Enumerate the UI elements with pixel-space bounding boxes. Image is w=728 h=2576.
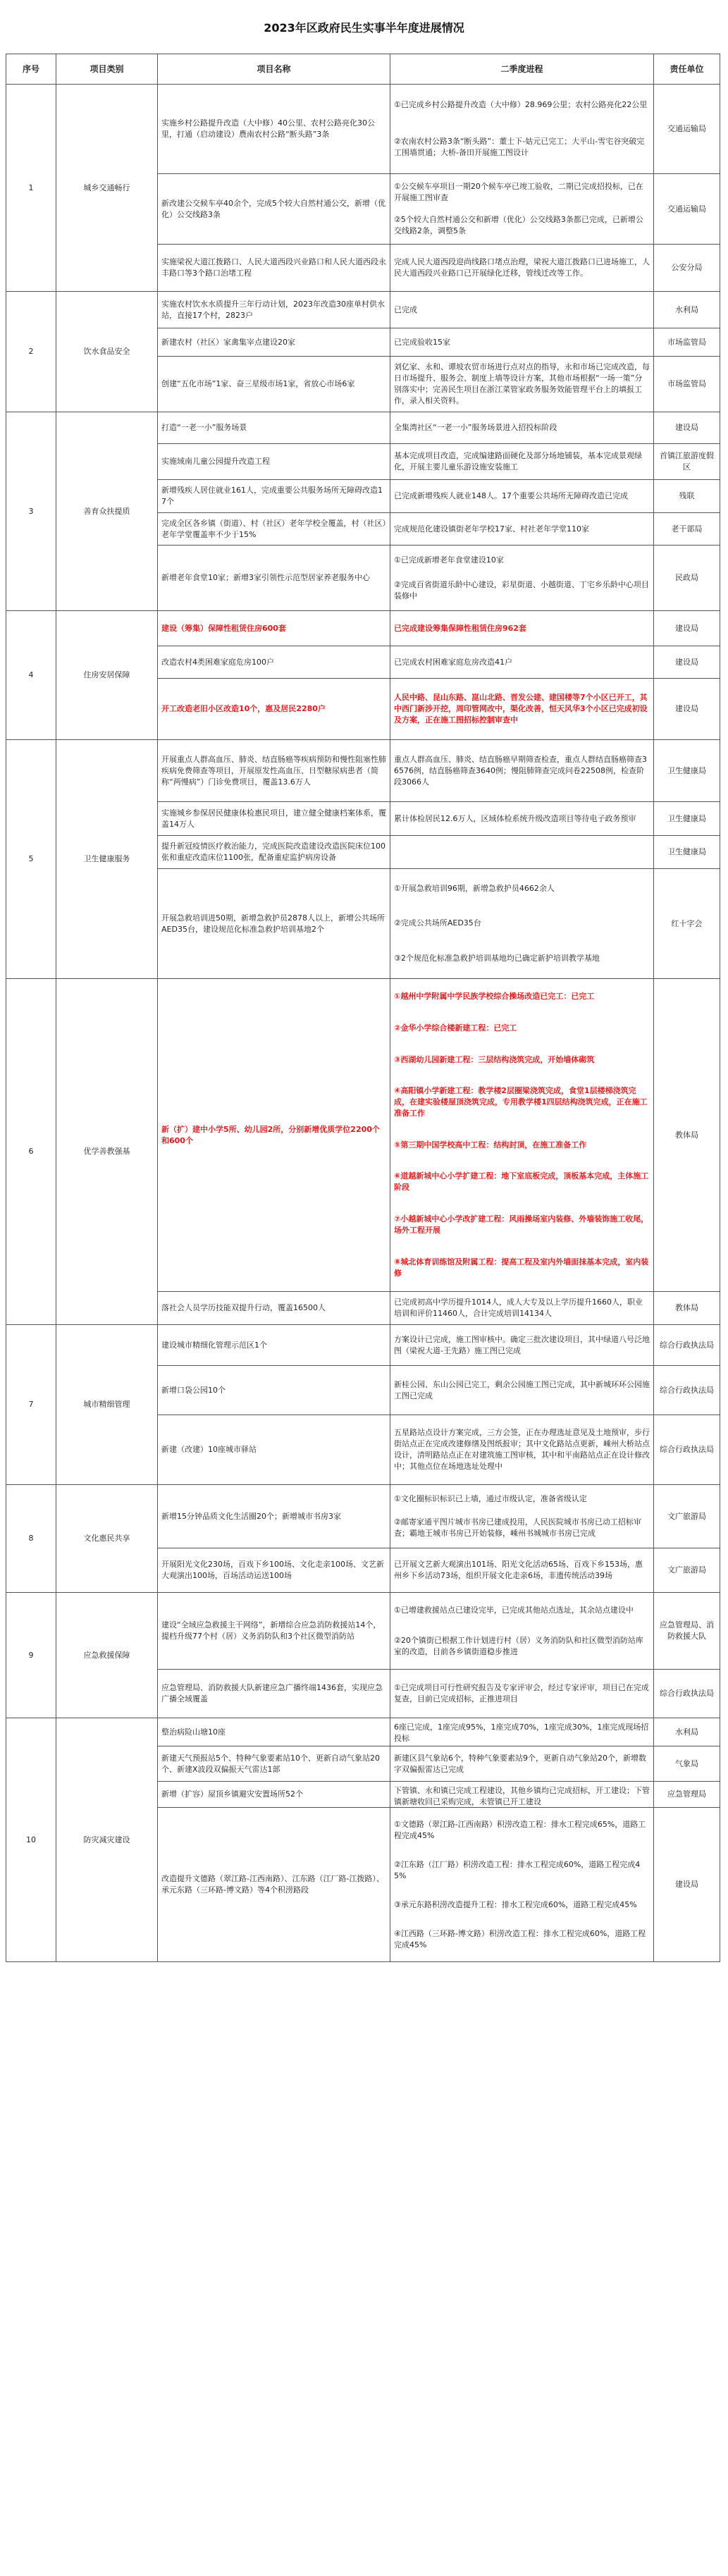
quarter-progress bbox=[390, 444, 654, 480]
quarter-progress bbox=[390, 292, 654, 328]
project-name-text: 落社会人员学历技能双提升行动，覆盖16500人 bbox=[161, 1303, 326, 1312]
project-name bbox=[158, 1746, 390, 1782]
progress-line: ①公交候车亭项目一期20个候车亭已竣工验收，二期已完成招投标，已在开展施工图审查 bbox=[394, 182, 643, 203]
quarter-progress bbox=[390, 1808, 654, 1962]
project-name bbox=[158, 513, 390, 546]
category-name: 应急救援保障 bbox=[56, 1593, 158, 1718]
project-name bbox=[158, 679, 390, 740]
progress-line: ①已完成项目可行性研究报告及专家评审会，经过专家评审，项目已在完成复查，目前已完成招标，正推进项目 bbox=[394, 1683, 649, 1703]
project-name bbox=[158, 1548, 390, 1593]
row-number: 6 bbox=[6, 979, 56, 1325]
quarter-progress bbox=[390, 1292, 654, 1325]
progress-line: ②邮寄家通平图片城市书房已建成投用，人民医院城市书房已动工招标审查；霸地王城市书房已开始装修，嵊州书城城市书房已完成 bbox=[394, 1517, 641, 1539]
responsible-unit: 卫生健康局 bbox=[654, 836, 720, 869]
row-number: 10 bbox=[6, 1718, 56, 1962]
responsible-unit: 文广旅游局 bbox=[654, 1485, 720, 1548]
responsible-unit: 综合行政执法局 bbox=[654, 1325, 720, 1366]
progress-line: 已完成验收15家 bbox=[394, 337, 450, 347]
project-name-text: 改造提升文德路（翠江路-江西南路）、江东路（江厂路-江拨路）、承元东路（三环路-博文路）等4个积涝路段 bbox=[161, 1874, 384, 1894]
row-number: 3 bbox=[6, 412, 56, 611]
quarter-progress bbox=[390, 836, 654, 869]
quarter-progress bbox=[390, 802, 654, 836]
project-name-text: 提升新冠疫情医疗救治能力，完成医院改造建设改造医院床位100张和重症改造床位1100张，配备重症监护病房设备 bbox=[161, 842, 385, 862]
project-name-text: 新改建公交候车亭40余个，完成5个较大自然村通公交，新增（优化）公交线路3条 bbox=[161, 198, 385, 219]
project-name bbox=[158, 85, 390, 174]
progress-line: ②金华小学综合楼新建工程：已完工 bbox=[394, 1023, 517, 1033]
quarter-progress bbox=[390, 646, 654, 679]
project-name bbox=[158, 480, 390, 513]
progress-line: 累计体检居民12.6万人，区域体检系统升级改造项目等待电子政务预审 bbox=[394, 813, 636, 823]
progress-line: ①开展急救培训96期，新增急救护员4662余人 bbox=[394, 883, 555, 893]
responsible-unit: 综合行政执法局 bbox=[654, 1670, 720, 1718]
progress-line: ①文化圈标识标识已上墙，通过市级认定，准备省级认定 bbox=[394, 1493, 587, 1503]
category-name: 住房安居保障 bbox=[56, 611, 158, 740]
progress-line: ①已完成乡村公路提升改造（大中修）28.969公里；农村公路亮化22公里 bbox=[394, 100, 648, 109]
progress-line: 6座已完成，1座完成95%，1座完成70%，1座完成30%，1座完成现场招投标 bbox=[394, 1723, 649, 1743]
progress-line: 人民中路、昆山东路、崑山北路、晋发公建、建国楼等7个小区已开工，其中西门新涉开挖，周印管网改中，渠化改善，恒天风华3个小区已完成初设及方案，正在施工图招标控制审查中 bbox=[394, 693, 648, 725]
progress-line: 完成规范化建设镇街老年学校17家、村社老年学堂110家 bbox=[394, 524, 589, 534]
quarter-progress bbox=[390, 1366, 654, 1415]
project-name bbox=[158, 740, 390, 802]
project-name bbox=[158, 245, 390, 292]
progress-line: 完成人民大道西段迎尚线路口堵点治理，梁祝大道江拨路口已进场施工，人民大道西段兴业路口已开展绿化迁移，管线迁改等工作。 bbox=[394, 257, 650, 278]
responsible-unit: 教体局 bbox=[654, 979, 720, 1292]
project-name-text: 整治病险山塘10座 bbox=[161, 1727, 226, 1737]
project-name-text: 实施梁祝大道江拨路口、人民大道西段兴业路口和人民大道西段永丰路口等3个路口治堵工程 bbox=[161, 257, 386, 278]
progress-line: 新桂公园、东山公园已完工，剩余公园施工图已完成，其中新城环环公园施工图已完成 bbox=[394, 1379, 650, 1400]
progress-line: 新建区县气象站6个，特种气象要素站9个，更新自动气象站20个，新增数字双偏振雷达已完成 bbox=[394, 1753, 646, 1774]
project-name-text: 打造“一老一小”服务场景 bbox=[161, 423, 247, 432]
responsible-unit: 综合行政执法局 bbox=[654, 1415, 720, 1485]
project-name-text: 建设城市精细化管理示范区1个 bbox=[161, 1340, 267, 1350]
header-cell: 序号 bbox=[6, 54, 56, 85]
project-name-text: 建设（筹集）保障性租赁住房600套 bbox=[161, 623, 286, 633]
progress-line: ②完成公共场所AED35台 bbox=[394, 918, 481, 928]
project-name-text: 实施农村饮水水质提升三年行动计划，2023年改造30座单村供水站，直接17个村，2823户 bbox=[161, 299, 385, 320]
project-name bbox=[158, 802, 390, 836]
project-name bbox=[158, 1292, 390, 1325]
quarter-progress bbox=[390, 85, 654, 174]
progress-line: ⑤第三期中国学校高中工程：结构封顶，在施工准备工作 bbox=[394, 1140, 587, 1150]
quarter-progress bbox=[390, 174, 654, 245]
responsible-unit: 文广旅游局 bbox=[654, 1548, 720, 1593]
header-cell: 二季度进程 bbox=[390, 54, 654, 85]
project-name-text: 新增（扩容）屋顶乡镇避灾安置场所52个 bbox=[161, 1789, 303, 1799]
responsible-unit: 应急管理局 bbox=[654, 1782, 720, 1808]
quarter-progress bbox=[390, 1548, 654, 1593]
responsible-unit: 红十字会 bbox=[654, 869, 720, 979]
progress-line: 五星路站点设计方案完成，三方会签，正在办理选址意见及土地预审，步行街站点正在完成改建修缮及图纸报审；其中文化路站点更新，嵊州大桥站点设计，清明路站点正在对建筑施工图审核，其中和平南路站点正在设计修改中；其他点位在场地选址处理中 bbox=[394, 1428, 650, 1471]
progress-line: 已完成农村困难家庭危房改造41户 bbox=[394, 657, 512, 667]
responsible-unit: 建设局 bbox=[654, 646, 720, 679]
project-name bbox=[158, 546, 390, 611]
responsible-unit: 交通运输局 bbox=[654, 174, 720, 245]
responsible-unit: 市场监管局 bbox=[654, 357, 720, 412]
row-number: 9 bbox=[6, 1593, 56, 1718]
progress-line: ⑦小越新城中心小学改扩建工程：风雨操场室内装修、外墙装饰施工收尾，场外工程开展 bbox=[394, 1214, 649, 1235]
progress-line: ①已完成新增老年食堂建设10家 bbox=[394, 555, 504, 565]
project-name bbox=[158, 174, 390, 245]
project-name-text: 创建“五化市场”1家、奋三星级市场1家，省放心市场6家 bbox=[161, 379, 355, 388]
project-name-text: 新增老年食堂10家；新增3家引领性示范型居家养老服务中心 bbox=[161, 573, 370, 582]
quarter-progress bbox=[390, 1746, 654, 1782]
category-name: 城乡交通畅行 bbox=[56, 85, 158, 292]
progress-line: ⑧城北体育训练馆及附属工程：提高工程及室内外墙面抹基本完成，室内装修 bbox=[394, 1257, 649, 1278]
progress-line: 已完成 bbox=[394, 304, 417, 314]
responsible-unit: 建设局 bbox=[654, 1808, 720, 1962]
row-number: 1 bbox=[6, 85, 56, 292]
quarter-progress bbox=[390, 245, 654, 292]
quarter-progress bbox=[390, 1415, 654, 1485]
responsible-unit: 综合行政执法局 bbox=[654, 1366, 720, 1415]
progress-line: ②5个较大自然村通公交和新增（优化）公交线路3条都已完成，已新增公交线路2条，调整5条 bbox=[394, 214, 643, 235]
category-name: 城市精细管理 bbox=[56, 1325, 158, 1485]
category-name: 优学善教强基 bbox=[56, 979, 158, 1325]
project-name-text: 建设“全域应急救援主干网络”，新增综合应急消防救援站14个，提档升级77个村（居）义务消防队和3个社区微型消防站 bbox=[161, 1620, 381, 1641]
responsible-unit: 气象局 bbox=[654, 1746, 720, 1782]
responsible-unit: 建设局 bbox=[654, 679, 720, 740]
project-name bbox=[158, 1808, 390, 1962]
project-name bbox=[158, 1325, 390, 1366]
project-name-text: 完成全区各乡镇（街道）、村（社区）老年学校全覆盖，村（社区）老年学堂覆盖率不少于15% bbox=[161, 518, 386, 539]
quarter-progress bbox=[390, 740, 654, 802]
quarter-progress bbox=[390, 1325, 654, 1366]
project-name bbox=[158, 1782, 390, 1808]
project-name bbox=[158, 357, 390, 412]
quarter-progress bbox=[390, 1782, 654, 1808]
project-name bbox=[158, 611, 390, 646]
project-name-text: 新建（改建）10座城市驿站 bbox=[161, 1445, 257, 1454]
progress-line: ③2个规范化标准急救护培训基地均已确定新护培训教学基地 bbox=[394, 954, 600, 963]
project-name bbox=[158, 646, 390, 679]
progress-line: ④江西路（三环路-博文路）积涝改造工程：排水工程完成60%，道路工程完成45% bbox=[394, 1928, 646, 1949]
project-name-text: 开工改造老旧小区改造10个，惠及居民2280户 bbox=[161, 704, 326, 713]
responsible-unit: 应急管理局、消防救援大队 bbox=[654, 1593, 720, 1670]
quarter-progress bbox=[390, 513, 654, 546]
project-name-text: 改造农村4类困难家庭危房100户 bbox=[161, 657, 274, 667]
progress-table bbox=[6, 54, 720, 2566]
project-name bbox=[158, 328, 390, 357]
project-name-text: 实施乡村公路提升改造（大中修）40公里、农村公路亮化30公里，打通（启动建设）農南农村公路“断头路”3条 bbox=[161, 118, 375, 139]
project-name bbox=[158, 1485, 390, 1548]
progress-line: ③西湖幼儿园新建工程：三层结构浇筑完成，开始墙体砌筑 bbox=[394, 1054, 595, 1064]
project-name-text: 新增口袋公园10个 bbox=[161, 1385, 226, 1395]
progress-line: 已完成新增残疾人就业148人。17个重要公共场所无障碍改造已完成 bbox=[394, 491, 628, 500]
progress-line: ②江东路（江厂路）积涝改造工程：排水工程完成60%，道路工程完成45% bbox=[394, 1859, 641, 1880]
project-name-text: 新（扩）建中小学5所、幼儿园2所，分别新增优质学位2200个和600个 bbox=[161, 1124, 380, 1145]
progress-line: ⑥道越新城中心小学扩建工程：地下室底板完成，顶板基本完成，主体施工阶段 bbox=[394, 1171, 649, 1193]
project-name bbox=[158, 1718, 390, 1746]
header-cell: 责任单位 bbox=[654, 54, 720, 85]
progress-line: ②20个镇街已根据工作计划进行村（居）义务消防队和社区微型消防站库室的改造，目前各乡镇街道稳步推进 bbox=[394, 1635, 643, 1656]
responsible-unit: 建设局 bbox=[654, 412, 720, 444]
project-name-text: 新增残疾人居住就业161人，完成重要公共服务场所无障碍改造17个 bbox=[161, 486, 383, 506]
progress-line: 刘亿家、永和、谭坡农贸市场进行点对点的指导，永和市场已完成改造，每日市场提升、服务会、制度上墙等设计方案，其他市场根据“一场一策”分别落实中；完善民生项目在浙江菜管家政务服务效能管理平台上的填报工作，录入相关资料。 bbox=[394, 362, 650, 405]
category-name: 卫生健康服务 bbox=[56, 740, 158, 979]
project-name bbox=[158, 836, 390, 869]
responsible-unit: 水利局 bbox=[654, 1718, 720, 1746]
row-number: 7 bbox=[6, 1325, 56, 1485]
document-title: 2023年区政府民生实事半年度进展情况 bbox=[264, 20, 464, 35]
progress-line: 已开展文艺新大观演出101场、阳光文化活动65场、百戏下乡153场，惠州乡下乡活动73场，组织开展文化走亲6场，非遗传统活动39场 bbox=[394, 1560, 643, 1580]
project-name-text: 开展重点人群高血压、肺炎、结直肠癌等疾病预防和慢性阻塞性肺疾病免费筛查等项目，开展原发性高血压、日型糖尿病患者（简称“两慢病”）门诊免费项目，覆盖13.6万人 bbox=[161, 754, 386, 787]
row-number: 4 bbox=[6, 611, 56, 740]
quarter-progress bbox=[390, 546, 654, 611]
quarter-progress bbox=[390, 1485, 654, 1548]
progress-line: ④高阳镇小学新建工程：教学楼2层圈梁浇筑完成，食堂1层楼梯浇筑完成，在建实验楼屋顶浇筑完成，专用教学楼1四层结构浇筑完成，正在施工准备工作 bbox=[394, 1086, 648, 1118]
responsible-unit: 公安分局 bbox=[654, 245, 720, 292]
progress-line: 全集湾社区“一老一小”服务场景进入招投标阶段 bbox=[394, 423, 557, 432]
project-name bbox=[158, 869, 390, 979]
header-cell: 项目名称 bbox=[158, 54, 390, 85]
row-number: 2 bbox=[6, 292, 56, 412]
progress-line: 方案设计已完成，施工图审核中。确定三批次建设项目，其中绿道八号泛地图（梁祝大道-王先路）施工图已完成 bbox=[394, 1334, 650, 1355]
quarter-progress bbox=[390, 480, 654, 513]
row-number: 5 bbox=[6, 740, 56, 979]
project-name-text: 开展阳光文化230场，百戏下乡100场、文化走亲100场、文艺新大观演出100场，百场活动运送100场 bbox=[161, 1560, 384, 1580]
project-name-text: 新增15分钟品质文化生活圈20个；新增城市书房3家 bbox=[161, 1511, 341, 1521]
quarter-progress bbox=[390, 1670, 654, 1718]
project-name bbox=[158, 444, 390, 480]
quarter-progress bbox=[390, 328, 654, 357]
project-name bbox=[158, 1670, 390, 1718]
responsible-unit: 民政局 bbox=[654, 546, 720, 611]
progress-line: ②完成百省街道乐龄中心建设，彩星街道、小越街道、丁宅乡乐龄中心项目装修中 bbox=[394, 579, 649, 600]
progress-line: ③承元东路积涝改造提升工程：排水工程完成60%，道路工程完成45% bbox=[394, 1899, 637, 1909]
quarter-progress bbox=[390, 869, 654, 979]
category-name: 饮水食品安全 bbox=[56, 292, 158, 412]
header-cell: 项目类别 bbox=[56, 54, 158, 85]
responsible-unit: 首镇江旅游度假区 bbox=[654, 444, 720, 480]
project-name-text: 开展急救培训进50期，新增急救护员2878人以上，新增公共场所AED35台，建设规范化标准急救护培训基地2个 bbox=[161, 913, 385, 934]
project-name-text: 新建农村（社区）家禽集宰点建设20家 bbox=[161, 337, 295, 347]
category-name: 防灾减灾建设 bbox=[56, 1718, 158, 1962]
progress-line: ①文德路（翠江路-江西南路）积涝改造工程：排水工程完成65%，道路工程完成45% bbox=[394, 1819, 646, 1840]
project-name-text: 应急管理局、消防救援大队新建应急广播终端1436套，实现应急广播全域覆盖 bbox=[161, 1683, 383, 1703]
project-name bbox=[158, 1366, 390, 1415]
project-name-text: 实施域南儿童公园提升改造工程 bbox=[161, 457, 270, 466]
project-name bbox=[158, 1593, 390, 1670]
quarter-progress bbox=[390, 611, 654, 646]
progress-line: 已完成初高中学历提升1014人，成人大专及以上学历提升1660人，职业培训和评价11460人，合计完成培训14134人 bbox=[394, 1298, 643, 1318]
quarter-progress bbox=[390, 412, 654, 444]
category-name: 文化惠民共享 bbox=[56, 1485, 158, 1593]
project-name-text: 实施城乡参保居民健康体检惠民项目，建立健全健康档案体系，覆盖14万人 bbox=[161, 808, 386, 829]
progress-line: ①已增建救援站点已建设完毕，已完成其他站点选址，其余站点建设中 bbox=[394, 1605, 634, 1615]
responsible-unit: 老干部局 bbox=[654, 513, 720, 546]
progress-line: 基本完成项目改造，完成编建路面硬化及部分场地铺装，基本完成景观绿化，开展主要儿童乐游设施安装施工 bbox=[394, 451, 642, 472]
responsible-unit: 建设局 bbox=[654, 611, 720, 646]
quarter-progress bbox=[390, 1593, 654, 1670]
progress-line: ②农南农村公路3条“断头路”：董士下-姑元已完工；大平山-雪宅谷突破完工围墙贯通；大桥-备田开展施工图设计 bbox=[394, 137, 645, 157]
progress-line: 已完成建设筹集保障性租赁住房962套 bbox=[394, 623, 526, 633]
responsible-unit: 残联 bbox=[654, 480, 720, 513]
progress-line: 重点人群高血压、肺炎、结直肠癌早期筛查检查，重点人群结直肠癌筛查36576例，结直肠癌筛查3640例；慢阻肺筛查完成问卷22508例，检查阶段3066人 bbox=[394, 754, 647, 787]
project-name bbox=[158, 1415, 390, 1485]
quarter-progress bbox=[390, 979, 654, 1292]
responsible-unit: 水利局 bbox=[654, 292, 720, 328]
project-name bbox=[158, 979, 390, 1292]
responsible-unit: 市场监管局 bbox=[654, 328, 720, 357]
responsible-unit: 卫生健康局 bbox=[654, 740, 720, 802]
project-name-text: 新建天气预报站5个、特种气象要素站10个、更新自动气象站20个、新建X波段双偏振天气雷达1部 bbox=[161, 1753, 380, 1774]
project-name bbox=[158, 292, 390, 328]
responsible-unit: 卫生健康局 bbox=[654, 802, 720, 836]
category-name: 善育众扶提质 bbox=[56, 412, 158, 611]
quarter-progress bbox=[390, 679, 654, 740]
quarter-progress bbox=[390, 357, 654, 412]
quarter-progress bbox=[390, 1718, 654, 1746]
progress-line: 下管镇、永和镇已完成工程建设，其他乡镇均已完成招标，开工建设；下管镇新塘收回已采购完成，未管镇已开工建设 bbox=[394, 1786, 650, 1806]
project-name bbox=[158, 412, 390, 444]
row-number: 8 bbox=[6, 1485, 56, 1593]
responsible-unit: 教体局 bbox=[654, 1292, 720, 1325]
progress-line: ①越州中学附属中学民族学校综合操场改造已完工：已完工 bbox=[394, 992, 595, 1002]
responsible-unit: 交通运输局 bbox=[654, 85, 720, 174]
